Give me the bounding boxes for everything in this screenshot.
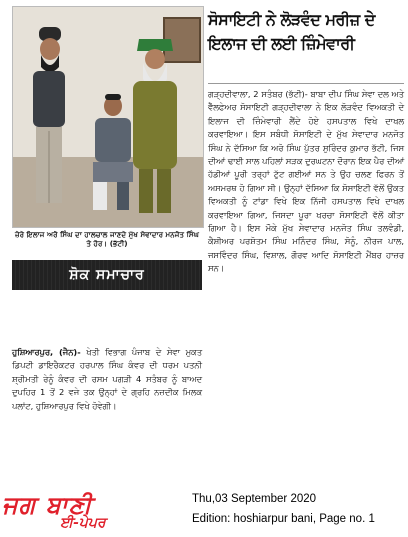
article-photo xyxy=(12,6,204,228)
edition-info: Edition: hoshiarpur bani, Page no. 1 xyxy=(192,513,375,525)
photo-caption: ਜ਼ੇਰੇ ਇਲਾਜ ਅਰੋ ਸਿੰਘ ਦਾ ਹਾਲਚਾਲ ਜਾਣਦੇ ਮੁੱਖ ਸੇਵਾਦਾਰ ਮਨਜੋਤ ਸਿੰਘ ਤੇ ਹੋਰ। (ਭੱਟੀ) xyxy=(14,230,200,248)
article-text: ਗੜ੍ਹਦੀਵਾਲਾ, 2 ਸਤੰਬਰ (ਭੱਟੀ)- ਬਾਬਾ ਦੀਪ ਸਿੰਘ ਸੇਵਾ ਦਲ ਅਤੇ ਵੈੱਲਫੇਅਰ ਸੋਸਾਇਟੀ ਗੜ੍ਹਦੀਵਾਲਾ ਨੇ ਇਕ ਲੋੜਵੰਦ ਵਿਅਕਤੀ ਦੇ ਇਲਾਜ ਦੀ ਜ਼ਿੰਮੇਵਾਰੀ ਲੈਂਦੇ ਹੋਏ ਹਸਪਤਾਲ ਵਿਖੇ ਦਾਖਲ ਕਰਵਾਇਆ। ਇਸ ਸਬੰਧੀ ਸੋਸਾਇਟੀ ਦੇ ਮੁੱਖ ਸੇਵਾਦਾਰ ਮਨਜੋਤ ਸਿੰਘ ਨੇ ਦੱਸਿਆ ਕਿ ਅਰੋ ਸਿੰਘ ਪੁੱਤਰ ਸੁਰਿੰਦਰ ਕੁਮਾਰ ਭੱਟੀ, ਜਿਸ ਦੀਆਂ ਢਾਈ ਸਾਲ ਪਹਿਲਾਂ ਸੜਕ ਦੁਰਘਟਨਾ ਦੌਰਾਨ ਇਕ ਪੈਰ ਦੀਆਂ ਹੱਡੀਆਂ ਪੂਰੀ ਤਰ੍ਹਾਂ ਟੁੱਟ ਗਈਆਂ ਸਨ ਤੇ ਉਹ ਚਲਣ ਫਿਰਨ ਤੋਂ ਅਸਮਰਥ ਹੋ ਗਿਆ ਸੀ। ਉਨ੍ਹਾਂ ਦੱਸਿਆ ਕਿ ਸੋਸਾਇਟੀ ਵੱਲੋਂ ਉਕਤ ਵਿਅਕਤੀ ਨੂੰ ਟਾਂਡਾ ਵਿਖੇ ਇਕ ਨਿੱਜੀ ਹਸਪਤਾਲ ਵਿਖੇ ਦਾਖਲ ਕਰਵਾਇਆ ਗਿਆ, ਜਿਸਦਾ ਪੂਰਾ ਖਰਚਾ ਸੋਸਾਇਟੀ ਵੱਲੋਂ ਕੀਤਾ ਗਿਆ ਹੈ। ਇਸ ਮੌਕੇ ਮੁੱਖ ਸੇਵਾਦਾਰ ਮਨਜੋਤ ਸਿੰਘ ਤਲਵੰਡੀ, ਕੈਸ਼ੀਅਰ ਪਰਸ਼ੋਤਮ ਸਿੰਘ ਮਨਿੰਦਰ ਸਿੰਘ, ਸੋਨੂੰ, ਨੀਰਜ ਪਾਲ, ਜਸਵਿੰਦਰ ਸਿੰਘ, ਵਿਸ਼ਾਲ, ਗੌਰਵ ਆਦਿ ਸੋਸਾਇਟੀ ਮੈਂਬਰ ਹਾਜ਼ਰ ਸਨ। xyxy=(208,89,404,274)
publication-date: Thu,03 September 2020 xyxy=(192,493,317,505)
obituary-body xyxy=(12,346,202,413)
obituary-text: ਖੇਤੀ ਵਿਭਾਗ ਪੰਜਾਬ ਦੇ ਸੇਵਾ ਮੁਕਤ ਡਿਪਟੀ ਡਾਇਰੈਕਟਰ ਹਰਪਾਲ ਸਿੰਘ ਕੰਵਰ ਦੀ ਧਰਮ ਪਤਨੀ ਸ਼੍ਰੀਮਤੀ ਰੇਨੂੰ ਕੰਵਰ ਦੀ ਰਸਮ ਪਗੜੀ 4 ਸਤੰਬਰ ਨੂੰ ਬਾਅਦ ਦੁਪਹਿਰ 1 ਤੋਂ 2 ਵਜੇ ਤਕ ਉਨ੍ਹਾਂ ਦੇ ਗ੍ਰਹਿ ਨਜ਼ਦੀਕ ਮਿਲਕ ਪਲਾਂਟ, ਹੁਸ਼ਿਆਰਪੁਰ ਵਿਖੇ ਹੋਵੇਗੀ। xyxy=(12,347,203,411)
obituary-location: ਹੁਸ਼ਿਆਰਪੁਰ, (ਜੈਨ)- xyxy=(12,347,81,357)
article-headline: ਸੋਸਾਇਟੀ ਨੇ ਲੋੜਵੰਦ ਮਰੀਜ਼ ਦੇ ਇਲਾਜ ਦੀ ਲਈ ਜ਼ਿੰਮੇਵਾਰੀ xyxy=(208,10,375,53)
logo-main-text: ਜਗ ਬਾਣੀ xyxy=(2,490,93,519)
obituary-title-bar xyxy=(12,260,202,290)
obituary-title: ਸ਼ੋਕ ਸਮਾਚਾਰ xyxy=(69,267,145,283)
jagbani-logo[interactable] xyxy=(2,492,162,536)
standing-man-left xyxy=(27,27,71,207)
logo-sub-text: ਈ-ਪੇਪਰ xyxy=(60,515,106,531)
article-body xyxy=(208,88,404,276)
headline-divider xyxy=(208,83,404,84)
standing-man-right xyxy=(125,39,185,214)
